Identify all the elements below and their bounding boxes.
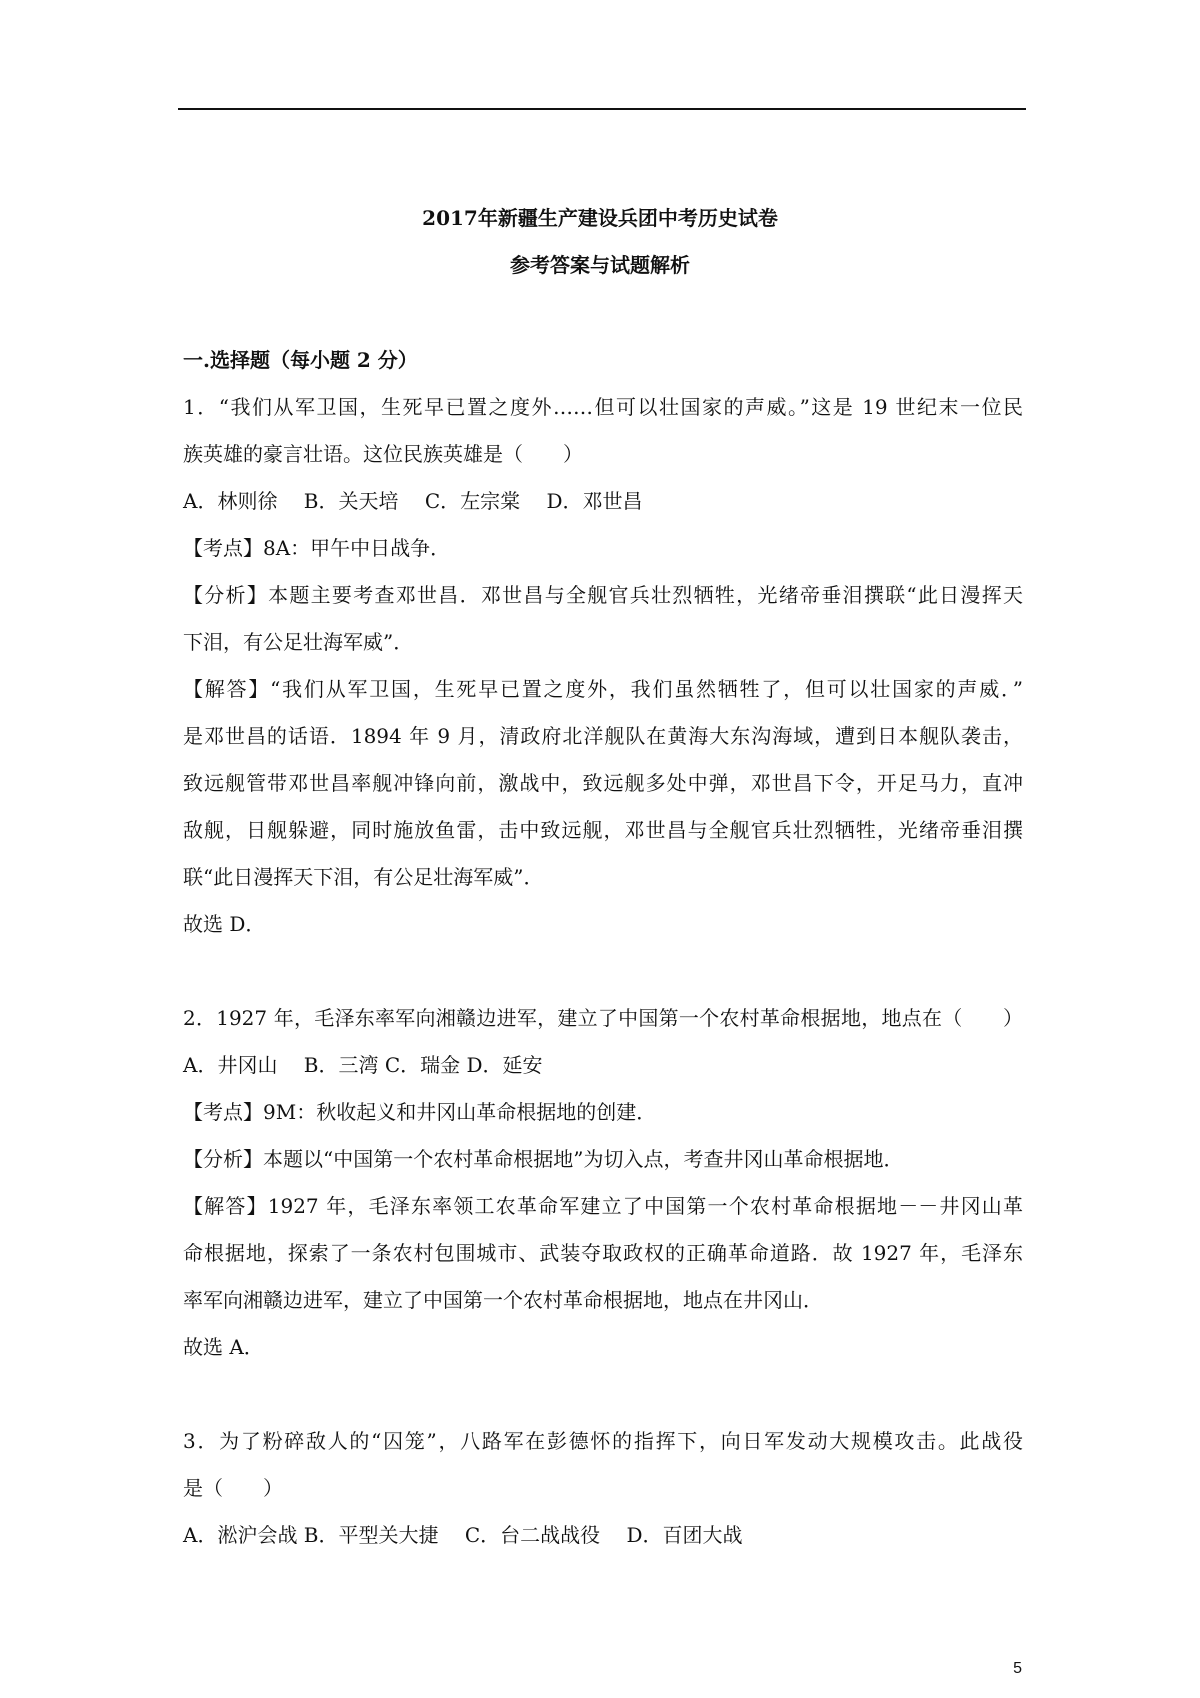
text-line: 【解答】“我们从军卫国，生死早已置之度外，我们虽然牺牲了，但可以壮国家的声威．” (183, 677, 1023, 701)
text-line: 【解答】1927 年，毛泽东率领工农革命军建立了中国第一个农村革命根据地－－井冈山革 (183, 1194, 1023, 1218)
text-line: A．淞沪会战 B．平型关大捷 C．台二战战役 D．百团大战 (183, 1523, 743, 1547)
text-line: 【考点】8A：甲午中日战争． (183, 536, 451, 560)
text-line: 【分析】本题主要考查邓世昌．邓世昌与全舰官兵壮烈牺牲，光绪帝垂泪撰联“此日漫挥天 (183, 583, 1023, 607)
document-title: 2017年新疆生产建设兵团中考历史试卷 (422, 206, 778, 230)
text-line: 2．1927 年，毛泽东率军向湘赣边进军，建立了中国第一个农村革命根据地，地点在（ ） (183, 1006, 1023, 1030)
text-line: A．林则徐 B．关天培 C．左宗棠 D．邓世昌 (183, 489, 643, 513)
text-line: 是邓世昌的话语．1894 年 9 月，清政府北洋舰队在黄海大东沟海域，遭到日本舰队袭击， (183, 724, 1023, 748)
text-line: 是（ ） (183, 1476, 283, 1500)
text-line: 故选 D． (183, 912, 266, 936)
document-subtitle: 参考答案与试题解析 (510, 253, 690, 277)
text-line: 3．为了粉碎敌人的“囚笼”，八路军在彭德怀的指挥下，向日军发动大规模攻击。此战役 (183, 1429, 1023, 1453)
header-rule (178, 108, 1026, 110)
text-line: 下泪，有公足壮海军威”． (183, 630, 414, 654)
text-line: 敌舰，日舰躲避，同时施放鱼雷，击中致远舰，邓世昌与全舰官兵壮烈牺牲，光绪帝垂泪撰 (183, 818, 1023, 842)
text-line: 故选 A． (183, 1335, 264, 1359)
text-line: 【分析】本题以“中国第一个农村革命根据地”为切入点，考查井冈山革命根据地． (183, 1147, 904, 1171)
text-line: 【考点】9M：秋收起义和井冈山革命根据地的创建． (183, 1100, 657, 1124)
text-line: 族英雄的豪言壮语。这位民族英雄是（ ） (183, 442, 583, 466)
text-line: 致远舰管带邓世昌率舰冲锋向前，激战中，致远舰多处中弹，邓世昌下令，开足马力，直冲 (183, 771, 1023, 795)
text-line: A．井冈山 B．三湾 C．瑞金 D．延安 (183, 1053, 543, 1077)
text-line: 1．“我们从军卫国，生死早已置之度外……但可以壮国家的声威。”这是 19 世纪末一位民 (183, 395, 1023, 419)
page-number: 5 (1013, 1660, 1022, 1677)
text-line: 联“此日漫挥天下泪，有公足壮海军威”． (183, 865, 544, 889)
section-heading: 一.选择题（每小题 2 分） (183, 348, 418, 372)
text-line: 率军向湘赣边进军，建立了中国第一个农村革命根据地，地点在井冈山． (183, 1288, 823, 1312)
text-line: 命根据地，探索了一条农村包围城市、武装夺取政权的正确革命道路．故 1927 年，毛泽东 (183, 1241, 1023, 1265)
